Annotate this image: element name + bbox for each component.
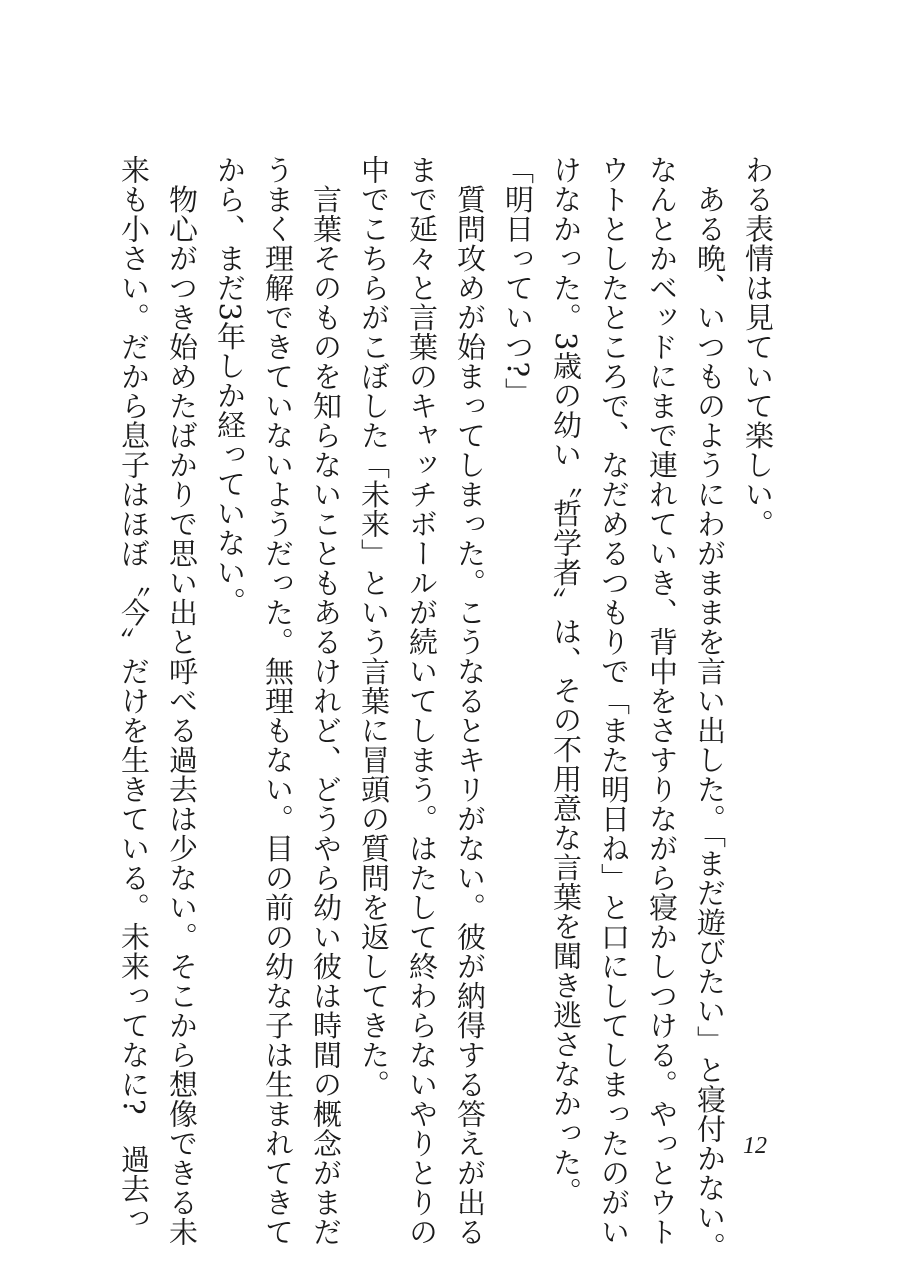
text-line: うまく理解できていないようだった。無理もない。目の前の幼な子は生まれてきて bbox=[261, 155, 295, 1247]
text-line: 物心がつき始めたばかりで思い出と呼べる過去は少ない。そこから想像できる未 bbox=[165, 155, 199, 1247]
text-line: 「明日っていつ?」 bbox=[501, 155, 535, 408]
text-line: ウトとしたところで、なだめるつもりで「また明日ね」と口にしてしまったのがい bbox=[597, 155, 631, 1247]
text-line: なんとかベッドにまで連れていき、背中をさすりながら寝かしつける。やっとウト bbox=[645, 155, 679, 1247]
text-line: けなかった。3歳の幼い〝哲学者〟は、その不用意な言葉を聞き逃さなかった。 bbox=[549, 155, 583, 1207]
text-line: 言葉そのものを知らないこともあるけれど、どうやら幼い彼は時間の概念がまだ bbox=[309, 155, 343, 1247]
text-line: 質問攻めが始まってしまった。こうなるとキリがない。彼が納得する答えが出る bbox=[453, 155, 487, 1247]
text-line: わる表情は見ていて楽しい。 bbox=[741, 155, 775, 539]
text-line: まで延々と言葉のキャッチボールが続いてしまう。はたして終わらないやりとりの bbox=[405, 155, 439, 1247]
text-line: 中でこちらがこぼした「未来」という言葉に冒頭の質問を返してきた。 bbox=[357, 155, 391, 1099]
text-line: ある晩、いつものようにわがままを言い出した。「まだ遊びたい」と寝付かない。 bbox=[693, 155, 727, 1262]
text-line: 来も小さい。だから息子はほぼ〝今〟だけを生きている。未来ってなに? 過去っ bbox=[117, 155, 151, 1234]
text-line: から、まだ3年しか経っていない。 bbox=[213, 155, 247, 617]
page-number: 12 bbox=[743, 1133, 767, 1159]
